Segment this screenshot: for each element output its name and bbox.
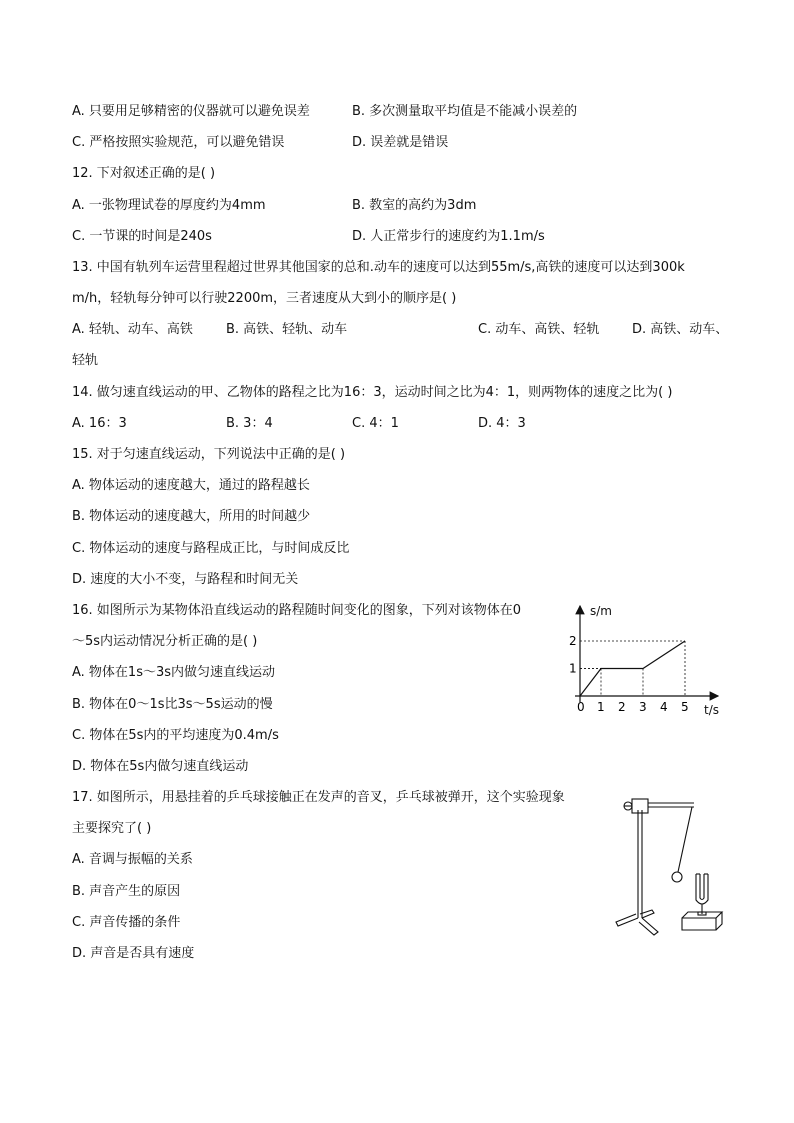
q15-option-d: D. 速度的大小不变，与路程和时间无关 (72, 572, 299, 587)
x-tick-label: 3 (639, 700, 647, 714)
q11-option-d: D. 误差就是错误 (352, 135, 449, 150)
q13-option-d: D. 高铁、动车、 (632, 322, 729, 337)
q17-stem-line1: 17. 如图所示，用悬挂着的乒乓球接触正在发声的音叉，乒乓球被弹开，这个实验现象 (72, 790, 565, 805)
q14-stem: 14. 做匀速直线运动的甲、乙物体的路程之比为16：3，运动时间之比为4：1，则两物体的速度之比为( ) (72, 385, 673, 400)
q17-option-c: C. 声音传播的条件 (72, 915, 181, 930)
q17-option-b: B. 声音产生的原因 (72, 884, 181, 899)
q16-option-a: A. 物体在1s～3s内做匀速直线运动 (72, 665, 276, 680)
q15-option-c: C. 物体运动的速度与路程成正比，与时间成反比 (72, 541, 350, 556)
q13-option-b: B. 高铁、轻轨、动车 (226, 322, 348, 337)
q12-stem: 12. 下对叙述正确的是( ) (72, 166, 216, 181)
q17-option-d: D. 声音是否具有速度 (72, 946, 195, 961)
q15-stem: 15. 对于匀速直线运动，下列说法中正确的是( ) (72, 447, 346, 462)
y-tick-label: 1 (569, 661, 577, 676)
q16-option-c: C. 物体在5s内的平均速度为0.4m/s (72, 728, 279, 743)
q15-option-b: B. 物体运动的速度越大，所用的时间越少 (72, 509, 311, 524)
tuning-fork-apparatus-illustration (612, 790, 732, 940)
y-axis-label: s/m (590, 604, 612, 618)
q16-stem-line1: 16. 如图所示为某物体沿直线运动的路程随时间变化的图象，下列对该物体在0 (72, 603, 522, 618)
q11-option-a: A. 只要用足够精密的仪器就可以避免误差 (72, 104, 310, 119)
q13-stem-line2: m/h，轻轨每分钟可以行驶2200m，三者速度从大到小的顺序是( ) (72, 291, 457, 306)
q14-option-d: D. 4：3 (478, 416, 526, 431)
distance-time-chart (560, 600, 730, 722)
q12-option-d: D. 人正常步行的速度约为1.1m/s (352, 229, 545, 244)
tuning-fork (696, 874, 708, 914)
q14-option-b: B. 3：4 (226, 416, 273, 431)
ping-pong-ball (672, 872, 682, 882)
q17-stem-line2: 主要探究了( ) (72, 821, 152, 836)
x-tick-label: 5 (681, 700, 689, 714)
x-axis-label: t/s (704, 703, 719, 717)
q11-option-c: C. 严格按照实验规范，可以避免错误 (72, 135, 285, 150)
x-tick-label: 0 (577, 700, 585, 714)
q13-stem-line1: 13. 中国有轨列车运营里程超过世界其他国家的总和.动车的速度可以达到55m/s,高铁的速度可以达到300k (72, 260, 685, 275)
series-line (580, 641, 685, 696)
q12-option-b: B. 教室的高约为3dm (352, 198, 477, 213)
x-tick-label: 1 (597, 700, 605, 714)
q14-option-c: C. 4：1 (352, 416, 399, 431)
q16-stem-line2: ～5s内运动情况分析正确的是( ) (72, 634, 258, 649)
x-tick-label: 2 (618, 700, 626, 714)
q13-option-d-cont: 轻轨 (72, 353, 99, 368)
y-tick-label: 2 (569, 634, 577, 648)
q14-option-a: A. 16：3 (72, 416, 127, 431)
q16-option-b: B. 物体在0～1s比3s～5s运动的慢 (72, 697, 273, 712)
q15-option-a: A. 物体运动的速度越大，通过的路程越长 (72, 478, 310, 493)
q16-option-d: D. 物体在5s内做匀速直线运动 (72, 759, 249, 774)
q13-option-c: C. 动车、高铁、轻轨 (478, 322, 600, 337)
q11-option-b: B. 多次测量取平均值是不能减小误差的 (352, 104, 578, 119)
q13-option-a: A. 轻轨、动车、高铁 (72, 322, 193, 337)
q12-option-a: A. 一张物理试卷的厚度约为4mm (72, 198, 266, 213)
x-tick-label: 4 (660, 700, 668, 714)
q12-option-c: C. 一节课的时间是240s (72, 229, 212, 244)
q17-option-a: A. 音调与振幅的关系 (72, 852, 193, 867)
